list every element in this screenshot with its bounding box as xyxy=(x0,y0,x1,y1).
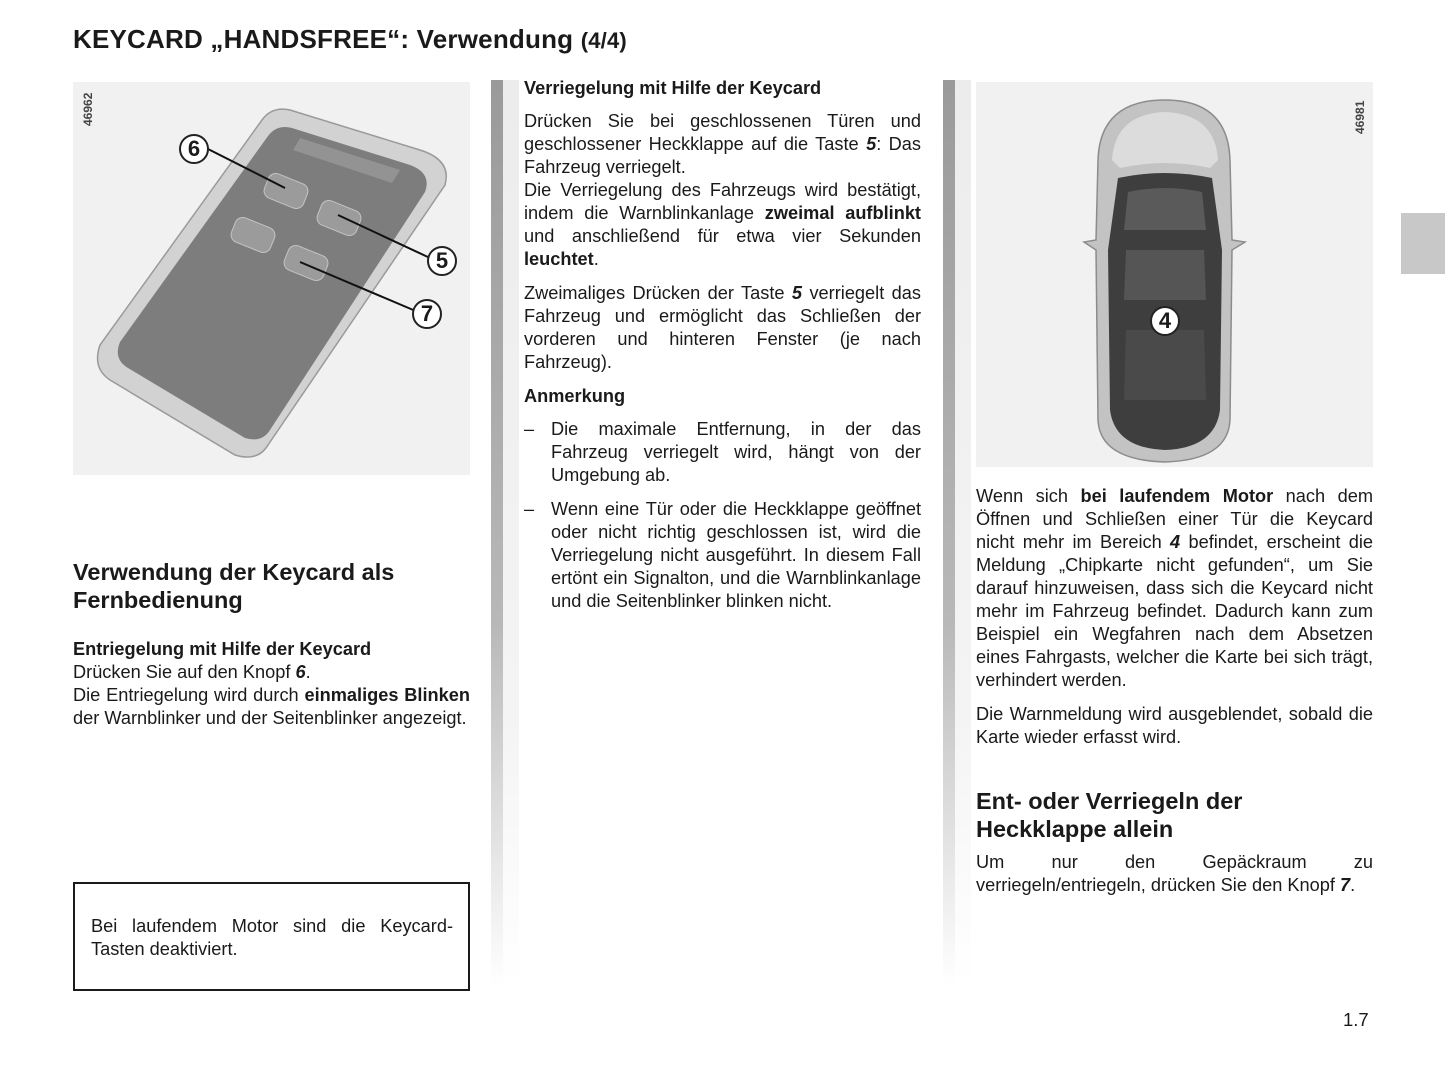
list-item: – Wenn eine Tür oder die Heckklappe geöffnet oder nicht richtig geschlossen ist, wird die Verriegelung nicht ausgeführt. In diesem Fall ertönt ein Signalton, und die Warnblinkanlage und die Seitenblinker blinken nicht. xyxy=(524,498,921,613)
warning-cleared-paragraph: Die Warnmeldung wird ausgeblendet, sobald die Karte wieder erfasst wird. xyxy=(976,704,1373,747)
reference-number: 5 xyxy=(791,283,803,303)
keycard-figure xyxy=(73,82,470,475)
emphasis: einmaliges Blinken xyxy=(304,685,470,705)
list-item: – Die maximale Entfernung, in der das Fahrzeug verriegelt wird, hängt von der Umgebung ab. xyxy=(524,418,921,487)
title-part: (4/4) xyxy=(580,28,627,53)
left-section xyxy=(73,558,470,730)
text-run: Die Entriegelung wird durch xyxy=(73,685,305,705)
car-illustration xyxy=(976,82,1373,467)
callout-4: 4 xyxy=(1150,306,1180,336)
text-run: . xyxy=(305,662,311,682)
unlock-confirmation xyxy=(73,684,470,730)
text-run: Wenn sich xyxy=(976,486,1081,506)
right-section xyxy=(976,485,1373,897)
note-text: Bei laufendem Motor sind die Keycard-Tasten deaktiviert. xyxy=(91,916,453,959)
callout-5: 5 xyxy=(427,246,457,276)
callout-7: 7 xyxy=(412,299,442,329)
page-title xyxy=(73,24,627,55)
text-run: Die Verriegelung des Fahrzeugs wird bestätigt, indem die Warnblinkanlage xyxy=(524,180,921,223)
keycard-illustration xyxy=(73,82,470,475)
emphasis: zweimal aufblinkt xyxy=(764,203,921,223)
heading-line-2: Fernbedienung xyxy=(73,587,243,613)
section-heading-remote xyxy=(73,558,470,614)
reference-number: 5 xyxy=(866,134,877,154)
remark-list xyxy=(524,418,921,613)
double-press-paragraph xyxy=(524,282,921,374)
page-number: 1.7 xyxy=(1343,1009,1369,1030)
text-run: der Warnblinker und der Seitenblinker angezeigt. xyxy=(73,708,467,728)
column-shadow-right xyxy=(955,80,971,985)
remark-heading: Anmerkung xyxy=(524,386,626,406)
text-run: Drücken Sie auf den Knopf xyxy=(73,662,296,682)
text-run: . xyxy=(1350,875,1356,895)
text-run: verriegelt das Fahrzeug und ermöglicht das Schließen der vorderen und hinteren Fenster (je nach Fahrzeug). xyxy=(524,283,921,372)
figure-number: 46981 xyxy=(1353,100,1367,134)
section-heading-tailgate xyxy=(976,787,1373,843)
reference-number: 7 xyxy=(1339,875,1351,895)
heading-line-1: Ent- oder Verriegeln der xyxy=(976,788,1243,814)
callout-6: 6 xyxy=(179,134,209,164)
reference-number: 4 xyxy=(1170,532,1181,552)
emphasis: leuchtet xyxy=(524,249,594,269)
text-run: : Das Fahrzeug verriegelt. xyxy=(524,134,921,177)
heading-line-2: Heckklappe allein xyxy=(976,816,1174,842)
reference-number: 6 xyxy=(295,662,306,682)
figure-number: 46962 xyxy=(81,92,95,126)
column-divider-left xyxy=(491,80,503,985)
text-run: Drücken Sie bei geschlossenen Türen und geschlossener Heckklappe auf die Taste xyxy=(524,111,921,154)
column-shadow-left xyxy=(503,80,519,985)
unlock-instruction xyxy=(73,661,470,684)
text-run: Zweimaliges Drücken der Taste xyxy=(524,283,792,303)
lock-subheading: Verriegelung mit Hilfe der Keycard xyxy=(524,78,822,98)
heading-line-1: Verwendung der Keycard als xyxy=(73,559,395,585)
note-box xyxy=(73,882,470,991)
text-run: nach dem Öffnen und Schließen einer Tür die Keycard nicht mehr im Bereich xyxy=(976,486,1373,552)
text-run: und anschließend für etwa vier Sekunden xyxy=(524,226,921,246)
title-main: KEYCARD „HANDSFREE“: Verwendung xyxy=(73,24,574,54)
emphasis: bei laufendem Motor xyxy=(1080,486,1274,506)
car-figure xyxy=(976,82,1373,467)
text-run: Um nur den Gepäckraum zu verriegeln/entriegeln, drücken Sie den Knopf xyxy=(976,852,1373,895)
middle-section xyxy=(524,77,921,613)
text-run: . xyxy=(593,249,599,269)
chapter-tab xyxy=(1401,213,1445,274)
column-divider-right xyxy=(943,80,955,985)
card-not-found-paragraph xyxy=(976,485,1373,692)
lock-paragraph xyxy=(524,110,921,271)
tailgate-paragraph xyxy=(976,851,1373,897)
text-run: befindet, erscheint die Meldung „Chipkarte nicht gefunden“, um Sie darauf hinzuweisen, dass sich die Keycard nicht mehr im Fahrzeug befindet. Dadurch kann zum Beispiel ein Wegfahren nach dem Absetzen eines Fahrgasts, welcher die Karte bei sich trägt, verhindert werden. xyxy=(976,532,1373,690)
unlock-subheading: Entriegelung mit Hilfe der Keycard xyxy=(73,639,372,659)
